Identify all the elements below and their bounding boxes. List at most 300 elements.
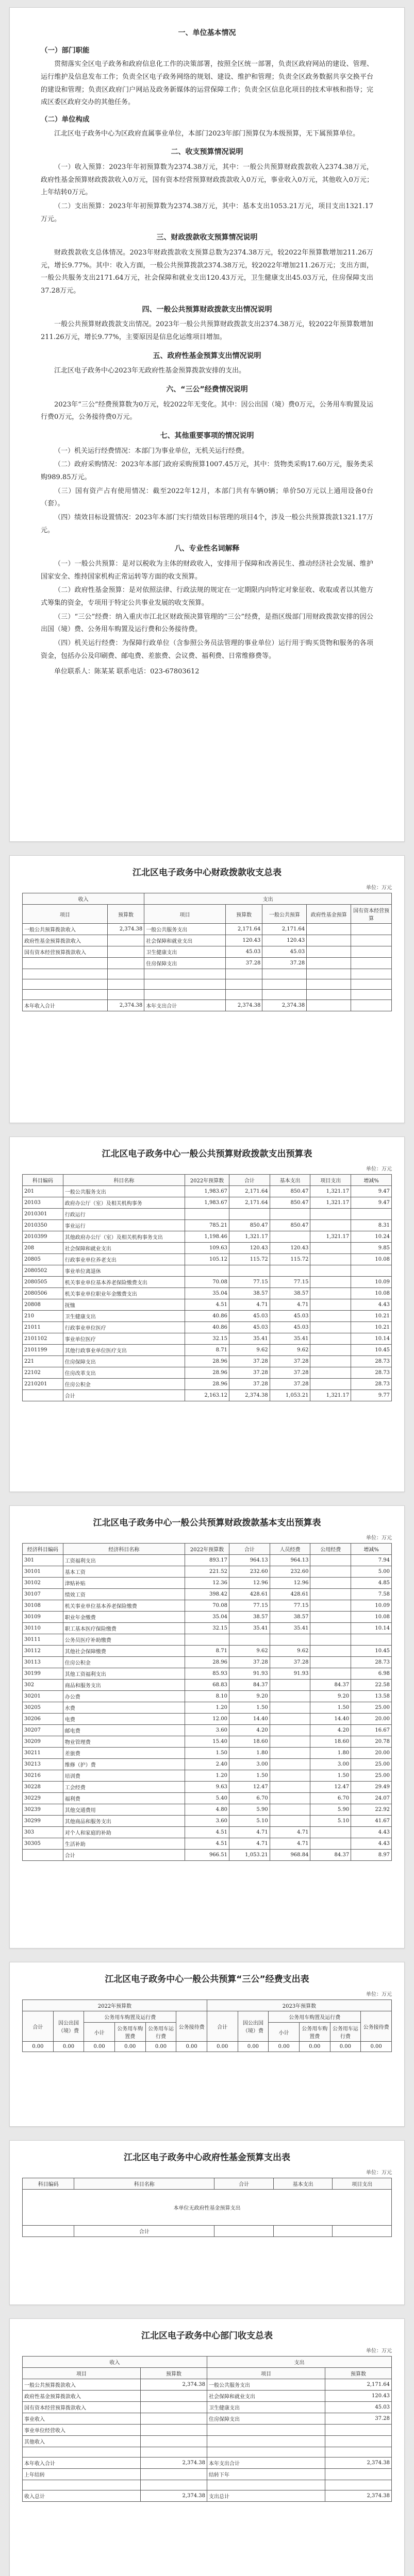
table-row <box>23 2490 392 2502</box>
table-cell: 120.43 <box>225 935 262 946</box>
paragraph: （二）支出预算：2023年年初预算数为2374.38万元，其中：基本支出1053.21万元，项目支出1321.17万元。 <box>41 202 373 223</box>
table-cell: 一般公共服务支出 <box>207 2379 325 2391</box>
table-cell: 210 <box>23 1311 63 1322</box>
table6-sheet <box>9 2318 405 2576</box>
table-cell: 232.60 <box>229 1566 270 1578</box>
table-cell: 事业运行 <box>63 1220 185 1231</box>
col-header: 基本支出 <box>270 1175 310 1186</box>
table-row <box>23 1600 392 1612</box>
table-cell: 398.42 <box>185 1589 229 1600</box>
table-cell: 22102 <box>23 1367 63 1379</box>
table-cell <box>207 2447 325 2458</box>
table-row <box>23 958 392 969</box>
table-cell: 968.84 <box>270 1850 310 1861</box>
paragraph: 江北区电子政务中心为区政府直属事业单位，本部门2023年部门预算仅为本级预算，无下属预算单位。 <box>54 129 360 138</box>
table-row <box>23 924 392 935</box>
table-cell: 4.71 <box>229 1827 270 1838</box>
table-row <box>23 2480 392 2490</box>
table-cell: 15.40 <box>185 1736 229 1748</box>
table-cell <box>273 2226 333 2237</box>
table-cell: 其他政府办公厅（室）及相关机构事务支出 <box>63 1231 185 1243</box>
table-row <box>23 969 392 979</box>
table-cell: 政府性基金预算拨款收入 <box>23 935 108 946</box>
table5-sheet <box>9 2140 405 2305</box>
paragraph: 贯彻落实全区电子政务和政府信息化工作的决策部署，按照全区统一部署，负责区政府网站的建设、管理、运行维护及信息发布工作；负责全区电子政务网络的规划、建设、维护和管理；负责全区政务数据共享交换平台的建设和管理；负责区政府门户网站及政务新媒体的运营保障工作；负责全区信息化项目的技术审核和指导；完成区委区政府交办的其他任务。 <box>41 60 373 107</box>
table-cell <box>351 924 392 935</box>
col-header: 公务用车购置及运行费 <box>84 2011 176 2023</box>
table-cell: 一般公共预算拨款收入 <box>23 2379 141 2391</box>
table-cell: 上年结转 <box>23 2469 141 2480</box>
table-cell: 14.40 <box>310 1714 351 1725</box>
table-cell: 0.00 <box>23 2042 54 2052</box>
table-cell: 84.37 <box>310 1680 351 1691</box>
col-header: 合计 <box>229 1175 270 1186</box>
table-cell <box>225 969 262 979</box>
table-cell: 10.45 <box>351 1345 392 1356</box>
table6 <box>22 2356 392 2502</box>
table-cell <box>141 2447 207 2458</box>
table-cell: 28.73 <box>351 1379 392 1390</box>
table2-unit: 单位：万元 <box>366 1166 392 1172</box>
table-cell: 20.00 <box>351 1748 392 1759</box>
table-cell: 1.80 <box>310 1748 351 1759</box>
table-cell: 850.47 <box>270 1186 310 1197</box>
table-cell: 10.08 <box>351 1254 392 1265</box>
table-cell: 25.00 <box>351 1770 392 1782</box>
table-row <box>23 1379 392 1390</box>
table-cell <box>310 1288 351 1299</box>
table-cell <box>23 1850 63 1861</box>
col-header: 项目支出 <box>333 2178 392 2190</box>
table-cell: 37.28 <box>325 2413 392 2425</box>
table-cell: 2080505 <box>23 1277 63 1288</box>
table-cell <box>310 1356 351 1367</box>
table-row <box>23 990 392 1000</box>
table4-sheet <box>9 1962 405 2127</box>
table-cell: 3.00 <box>310 1759 351 1770</box>
col-header: 2022年预算数 <box>185 1175 229 1186</box>
table-cell <box>351 969 392 979</box>
table-cell: 1.50 <box>229 1770 270 1782</box>
subheading: （一）部门职能 <box>41 46 90 55</box>
table-cell: 20.78 <box>351 1736 392 1748</box>
table-cell <box>270 1782 310 1793</box>
table-cell: 30305 <box>23 1838 63 1850</box>
paragraph: （三）“三公”经费：纳入重庆市江北区财政预决算管理的“三公”经费，是指区级部门用财政拨款安排的因公出国（境）费、公务用车购置及运行费和公务接待费。 <box>41 613 373 634</box>
table-cell: 差旅费 <box>63 1748 185 1759</box>
table-cell: 105.12 <box>185 1254 229 1265</box>
table-cell: 培训费 <box>63 1770 185 1782</box>
paragraph: 江北区电子政务中心2023年无政府性基金预算拨款安排的支出。 <box>54 367 246 375</box>
table-cell: 850.47 <box>229 1220 270 1231</box>
table3 <box>22 1543 392 1861</box>
table-cell <box>229 1265 270 1277</box>
table-row <box>23 1804 392 1816</box>
table-cell <box>270 1759 310 1770</box>
table-cell: 91.93 <box>270 1668 310 1680</box>
table-row <box>23 1254 392 1265</box>
table-cell <box>262 969 307 979</box>
table-cell: 115.72 <box>270 1254 310 1265</box>
table-cell: 1.50 <box>310 1770 351 1782</box>
table-cell: 4.20 <box>229 1725 270 1736</box>
table-cell: 850.47 <box>270 1220 310 1231</box>
table-row <box>23 2402 392 2413</box>
table-row <box>23 1657 392 1668</box>
table-row <box>23 1748 392 1759</box>
table-cell: 福利费 <box>63 1793 185 1804</box>
table-cell <box>325 2436 392 2447</box>
table-cell: 30201 <box>23 1691 63 1702</box>
table-cell: 12.47 <box>229 1782 270 1793</box>
col-header: 合计 <box>229 1544 270 1555</box>
income-header: 收入 <box>23 2357 207 2368</box>
table-cell <box>207 2436 325 2447</box>
table-cell: 一般公共预算拨款收入 <box>23 924 108 935</box>
table-cell: 本年收入合计 <box>23 1000 108 1011</box>
table-cell: 37.28 <box>262 958 307 969</box>
table-cell <box>270 1265 310 1277</box>
table-cell: 9.62 <box>229 1646 270 1657</box>
section-heading-1: 一、单位基本情况 <box>178 29 236 37</box>
table-cell <box>185 1209 229 1220</box>
table-cell: 住房保障支出 <box>63 1356 185 1367</box>
table-cell: 28.73 <box>351 1356 392 1367</box>
table-row <box>23 2391 392 2402</box>
col-header: 科目编码 <box>23 2178 74 2190</box>
col-header: 预算数 <box>225 905 262 924</box>
table-cell <box>270 1770 310 1782</box>
table-cell <box>310 1589 351 1600</box>
table-cell: 卫生健康支出 <box>63 1311 185 1322</box>
table-cell <box>307 935 351 946</box>
table-cell: 4.71 <box>229 1838 270 1850</box>
table-cell: 20805 <box>23 1254 63 1265</box>
section-heading-7: 七、其他重要事项的情况说明 <box>160 431 254 440</box>
table-cell <box>310 1379 351 1390</box>
section-heading-4: 四、一般公共预算财政拨款支出情况说明 <box>142 305 272 314</box>
col-header: 经济科目名称 <box>63 1544 185 1555</box>
table-cell <box>107 979 144 990</box>
col-header: 政府性基金预算 <box>307 905 351 924</box>
table-cell: 2101102 <box>23 1333 63 1345</box>
table-cell: 12.36 <box>185 1578 229 1589</box>
table-cell: 5.90 <box>310 1804 351 1816</box>
table-cell: 2,163.12 <box>185 1390 229 1401</box>
table-cell: 30109 <box>23 1612 63 1623</box>
table6-unit: 单位：万元 <box>366 2348 392 2354</box>
table-cell <box>310 1578 351 1589</box>
table-cell <box>310 1333 351 1345</box>
table-cell <box>229 1634 270 1646</box>
table-cell: 2101199 <box>23 1345 63 1356</box>
table1-title: 江北区电子政务中心财政拨款收支总表 <box>133 868 281 878</box>
table-cell: 9.62 <box>229 1345 270 1356</box>
table-cell <box>307 946 351 958</box>
table-cell <box>270 1702 310 1714</box>
table-cell: 35.41 <box>229 1333 270 1345</box>
table-cell: 0.00 <box>238 2042 269 2052</box>
table3-body <box>23 1555 392 1861</box>
table-cell: 40.86 <box>185 1322 229 1333</box>
table-cell <box>23 969 108 979</box>
table-cell: 14.40 <box>229 1714 270 1725</box>
table-cell: 221 <box>23 1356 63 1367</box>
table-cell: 4.71 <box>270 1827 310 1838</box>
table-cell: 9.20 <box>310 1691 351 1702</box>
table-cell <box>351 1265 392 1277</box>
table-cell: 4.80 <box>185 1804 229 1816</box>
table-cell: 70.08 <box>185 1600 229 1612</box>
table-cell: 1,983.67 <box>185 1186 229 1197</box>
table-cell: 行政事业单位医疗 <box>63 1322 185 1333</box>
col-header: 经济科目编码 <box>23 1544 63 1555</box>
table4 <box>22 1999 392 2052</box>
table-row <box>23 1390 392 1401</box>
table-cell: 行政事业单位养老支出 <box>63 1254 185 1265</box>
table-cell <box>229 1209 270 1220</box>
section-heading-3: 三、财政拨款收支预算情况说明 <box>156 233 258 242</box>
table-cell: 2010399 <box>23 1231 63 1243</box>
table-cell: 0.00 <box>145 2042 176 2052</box>
table-cell <box>141 2480 207 2490</box>
col-header: 小计 <box>84 2023 115 2042</box>
table-cell <box>351 1209 392 1220</box>
table-cell: 6.98 <box>351 1668 392 1680</box>
table-cell: 232.60 <box>270 1566 310 1578</box>
table-cell <box>262 990 307 1000</box>
table-cell: 10.08 <box>351 1612 392 1623</box>
table-cell <box>107 969 144 979</box>
paragraph: （三）国有资产占有使用情况：截至2022年12月，本部门共有车辆0辆；单价50万元以上通用设备0台（套）。 <box>41 487 373 508</box>
income-header: 收入 <box>23 893 144 905</box>
table-cell: 0.00 <box>299 2042 330 2052</box>
table-cell: 45.03 <box>270 1311 310 1322</box>
paragraph: （四）机关运行经费：为保障行政单位（含参照公务员法管理的事业单位）运行用于购买货物和服务的各项资金，包括办公及印刷费、邮电费、差旅费、会议费、福利费、日常维修费等。 <box>41 639 373 660</box>
table-cell: 绩效工资 <box>63 1589 185 1600</box>
table3-unit: 单位：万元 <box>366 1535 392 1541</box>
table5 <box>22 2178 392 2237</box>
col-header: 一般公共预算 <box>262 905 307 924</box>
col-header: 公务用车购置费 <box>114 2023 145 2042</box>
table-cell: 25.00 <box>351 1702 392 1714</box>
table-cell: 1,321.17 <box>310 1186 351 1197</box>
table-cell: 4.71 <box>270 1838 310 1850</box>
table-cell <box>351 979 392 990</box>
table-cell: 3.00 <box>229 1759 270 1770</box>
table-cell <box>270 1736 310 1748</box>
table-cell: 9.62 <box>270 1646 310 1657</box>
table-cell: 10.21 <box>351 1322 392 1333</box>
table-cell <box>351 935 392 946</box>
table-cell: 20103 <box>23 1197 63 1209</box>
table6-body <box>23 2379 392 2502</box>
table-cell: 30206 <box>23 1714 63 1725</box>
table-cell: 对个人和家庭的补助 <box>63 1827 185 1838</box>
table-row <box>23 1186 392 1197</box>
table-cell <box>270 1804 310 1816</box>
table-cell: 9.77 <box>351 1390 392 1401</box>
col-header: 项目支出 <box>310 1175 351 1186</box>
table-cell: 30110 <box>23 1623 63 1634</box>
table-cell: 120.43 <box>270 1243 310 1254</box>
table-cell: 208 <box>23 1243 63 1254</box>
table-cell: 38.57 <box>229 1612 270 1623</box>
table-cell: 35.41 <box>270 1333 310 1345</box>
table-cell: 37.28 <box>270 1367 310 1379</box>
table-cell: 1.20 <box>185 1770 229 1782</box>
table-cell: 25.00 <box>351 1759 392 1770</box>
table-row <box>23 1838 392 1850</box>
table-cell: 1,053.21 <box>229 1850 270 1861</box>
table-cell: 12.96 <box>229 1578 270 1589</box>
table-cell: 0.00 <box>114 2042 145 2052</box>
table-cell <box>307 958 351 969</box>
table-cell: 5.10 <box>229 1816 270 1827</box>
table5-title: 江北区电子政务中心政府性基金预算支出表 <box>124 2153 290 2163</box>
table-cell: 37.28 <box>270 1356 310 1367</box>
table-cell: 35.41 <box>270 1623 310 1634</box>
col-header: 预算数 <box>325 2368 392 2379</box>
table-cell: 77.15 <box>270 1277 310 1288</box>
table-cell: 生活补助 <box>63 1838 185 1850</box>
table-cell <box>310 1311 351 1322</box>
table-cell: 2,374.38 <box>141 2458 207 2469</box>
table-cell: 结转下年 <box>207 2469 325 2480</box>
table-cell: 本年支出合计 <box>207 2458 325 2469</box>
table-cell <box>310 1827 351 1838</box>
paragraph: 一般公共预算财政拨款支出情况。2023年一般公共预算财政拨款支出2374.38万元，较2022年预算数增加211.26万元，增长9.77%，主要原因是信息化运维项目增加。 <box>41 320 373 341</box>
table-cell: 国有资本经营预算拨款收入 <box>23 946 108 958</box>
table-cell: 1.50 <box>185 1748 229 1759</box>
table-cell: 电费 <box>63 1714 185 1725</box>
table-cell: 物业管理费 <box>63 1736 185 1748</box>
table-row <box>23 1702 392 1714</box>
table-cell: 抚恤 <box>63 1299 185 1311</box>
table-cell: 一般公共服务支出 <box>63 1186 185 1197</box>
table-cell <box>310 1838 351 1850</box>
col-header: 2022年预算数 <box>23 2000 207 2011</box>
table-cell <box>107 958 144 969</box>
table-row <box>23 1243 392 1254</box>
table-cell: 5.00 <box>351 1566 392 1578</box>
table-cell: 30211 <box>23 1748 63 1759</box>
table-row <box>23 1646 392 1657</box>
table-cell: 10.09 <box>351 1277 392 1288</box>
table-row <box>23 1367 392 1379</box>
table-cell: 28.73 <box>351 1657 392 1668</box>
table4-unit: 单位：万元 <box>366 1992 392 1997</box>
table-cell: 9.47 <box>351 1186 392 1197</box>
table2-sheet <box>9 1137 405 1492</box>
table-row <box>23 1555 392 1566</box>
table-cell: 38.57 <box>270 1288 310 1299</box>
table-cell <box>141 2436 207 2447</box>
table-cell: 1,321.17 <box>229 1231 270 1243</box>
section-heading-8: 八、专业性名词解释 <box>174 545 240 553</box>
paragraph: （一）收入预算：2023年年初预算数为2374.38万元，其中：一般公共预算财政拨款收入2374.38万元，政府性基金预算财政拨款收入0万元，国有资本经营预算财政拨款收入0万元，事业收入0万元，其他收入0万元；上年结转0万元。 <box>41 163 373 197</box>
table-row <box>23 1322 392 1333</box>
table-cell <box>270 1714 310 1725</box>
table-cell: 津贴补贴 <box>63 1578 185 1589</box>
col-header: 2023年预算数 <box>207 2000 391 2011</box>
table-cell: 38.57 <box>229 1288 270 1299</box>
table-cell: 37.28 <box>225 958 262 969</box>
table-cell: 37.28 <box>229 1657 270 1668</box>
col-header: 公务接待费 <box>361 2011 392 2042</box>
table-cell: 428.61 <box>270 1589 310 1600</box>
table-cell: 1,198.46 <box>185 1231 229 1243</box>
table-cell: 37.28 <box>270 1379 310 1390</box>
table-cell: 30199 <box>23 1668 63 1680</box>
table-row <box>23 1623 392 1634</box>
table5-unit: 单位：万元 <box>366 2170 392 2176</box>
table-cell: 45.03 <box>225 946 262 958</box>
col-header: 公务用车购置费 <box>299 2023 330 2042</box>
table-cell: 商品和服务支出 <box>63 1680 185 1691</box>
table5-header-row <box>23 2178 392 2190</box>
table-cell <box>141 2469 207 2480</box>
table-cell: 12.00 <box>185 1714 229 1725</box>
table-cell <box>185 1265 229 1277</box>
table-cell: 77.15 <box>229 1600 270 1612</box>
table-cell: 18.60 <box>310 1736 351 1748</box>
total-label: 合计 <box>74 2226 214 2237</box>
table-cell: 办公费 <box>63 1691 185 1702</box>
table-row <box>23 1000 392 1011</box>
table-cell: 3.60 <box>185 1816 229 1827</box>
table-cell: 基本工资 <box>63 1566 185 1578</box>
col-header: 2022年预算数 <box>185 1544 229 1555</box>
table-cell <box>307 924 351 935</box>
table-cell: 0.00 <box>330 2042 361 2052</box>
table-cell: 卫生健康支出 <box>207 2402 325 2413</box>
table-row <box>23 1680 392 1691</box>
paragraph: （二）政府采购情况：2023年本部门政府采购预算1007.45万元，其中：货物类采购17.60万元，服务类采购989.85万元。 <box>41 461 373 481</box>
table-cell <box>310 1367 351 1379</box>
table-cell: 4.71 <box>270 1299 310 1311</box>
table-row <box>23 1782 392 1793</box>
table-cell: 其他交通费用 <box>63 1804 185 1816</box>
table-cell: 2,171.64 <box>229 1197 270 1209</box>
report-sheet <box>9 7 405 842</box>
table-cell: 职业年金缴费 <box>63 1612 185 1623</box>
table-cell: 国有资本经营预算拨款收入 <box>23 2402 141 2413</box>
col-header: 人员经费 <box>270 1544 310 1555</box>
table-cell <box>310 1243 351 1254</box>
table-row <box>23 1311 392 1322</box>
table-cell: 2080506 <box>23 1288 63 1299</box>
table-cell <box>310 1220 351 1231</box>
table-cell <box>270 1209 310 1220</box>
table-cell: 45.03 <box>229 1311 270 1322</box>
table-cell: 28.96 <box>185 1367 229 1379</box>
col-header: 增减% <box>351 1544 392 1555</box>
table-cell: 22.58 <box>351 1680 392 1691</box>
table-cell: 5.40 <box>185 1793 229 1804</box>
col-header: 合计 <box>23 2011 54 2042</box>
table-row <box>23 1209 392 1220</box>
table-cell <box>207 2425 325 2436</box>
table-cell: 2010350 <box>23 1220 63 1231</box>
table-row <box>23 1356 392 1367</box>
table-cell <box>307 969 351 979</box>
col-header: 国有资本经营预算 <box>351 905 392 924</box>
table-cell: 30107 <box>23 1589 63 1600</box>
expense-header: 支出 <box>144 893 392 905</box>
table-cell: 工会经费 <box>63 1782 185 1793</box>
table-cell <box>310 1657 351 1668</box>
